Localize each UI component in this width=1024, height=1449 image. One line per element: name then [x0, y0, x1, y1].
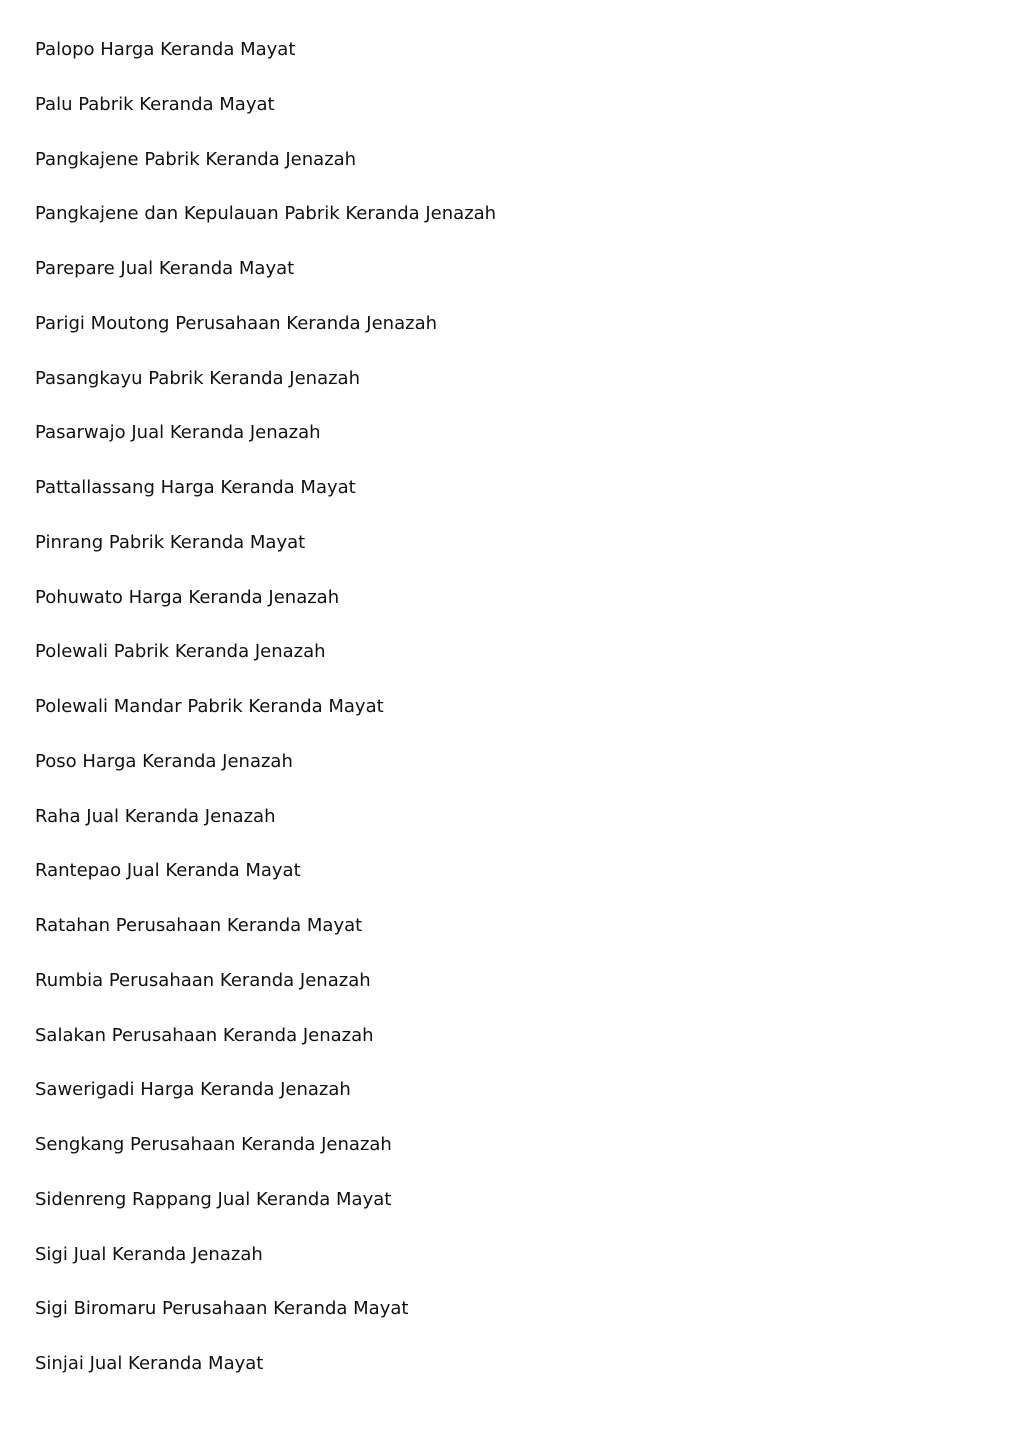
- text-line: Salakan Perusahaan Keranda Jenazah: [35, 1024, 374, 1046]
- text-line: Palopo Harga Keranda Mayat: [35, 39, 296, 60]
- text-line: Ratahan Perusahaan Keranda Mayat: [35, 915, 363, 936]
- text-line: Rantepao Jual Keranda Mayat: [35, 860, 301, 882]
- text-line: Polewali Pabrik Keranda Jenazah: [35, 641, 326, 663]
- text-line: Sigi Jual Keranda Jenazah: [35, 1243, 263, 1265]
- text-line: Pinrang Pabrik Keranda Mayat: [35, 531, 306, 553]
- text-line: Pangkajene Pabrik Keranda Jenazah: [35, 148, 357, 170]
- text-line: Pattallassang Harga Keranda Mayat: [35, 477, 356, 498]
- text-line: Parigi Moutong Perusahaan Keranda Jenazah: [35, 312, 438, 334]
- text-line: Pangkajene dan Kepulauan Pabrik Keranda Jenazah: [35, 203, 497, 225]
- text-line: Polewali Mandar Pabrik Keranda Mayat: [35, 696, 384, 717]
- text-line: Sawerigadi Harga Keranda Jenazah: [35, 1079, 351, 1101]
- text-line: Pasarwajo Jual Keranda Jenazah: [35, 422, 321, 444]
- text-line: Sigi Biromaru Perusahaan Keranda Mayat: [35, 1298, 409, 1320]
- text-line: Sengkang Perusahaan Keranda Jenazah: [35, 1134, 392, 1155]
- text-line: Rumbia Perusahaan Keranda Jenazah: [35, 969, 371, 991]
- text-line: Pasangkayu Pabrik Keranda Jenazah: [35, 367, 360, 389]
- text-line: Poso Harga Keranda Jenazah: [35, 750, 293, 772]
- text-line: Sidenreng Rappang Jual Keranda Mayat: [35, 1188, 392, 1210]
- text-line-list: [35, 36, 995, 1405]
- text-line: Sinjai Jual Keranda Mayat: [35, 1353, 264, 1374]
- text-line: Pohuwato Harga Keranda Jenazah: [35, 586, 340, 608]
- text-line: Raha Jual Keranda Jenazah: [35, 805, 276, 827]
- text-line: Parepare Jual Keranda Mayat: [35, 258, 295, 279]
- text-line: Palu Pabrik Keranda Mayat: [35, 93, 275, 115]
